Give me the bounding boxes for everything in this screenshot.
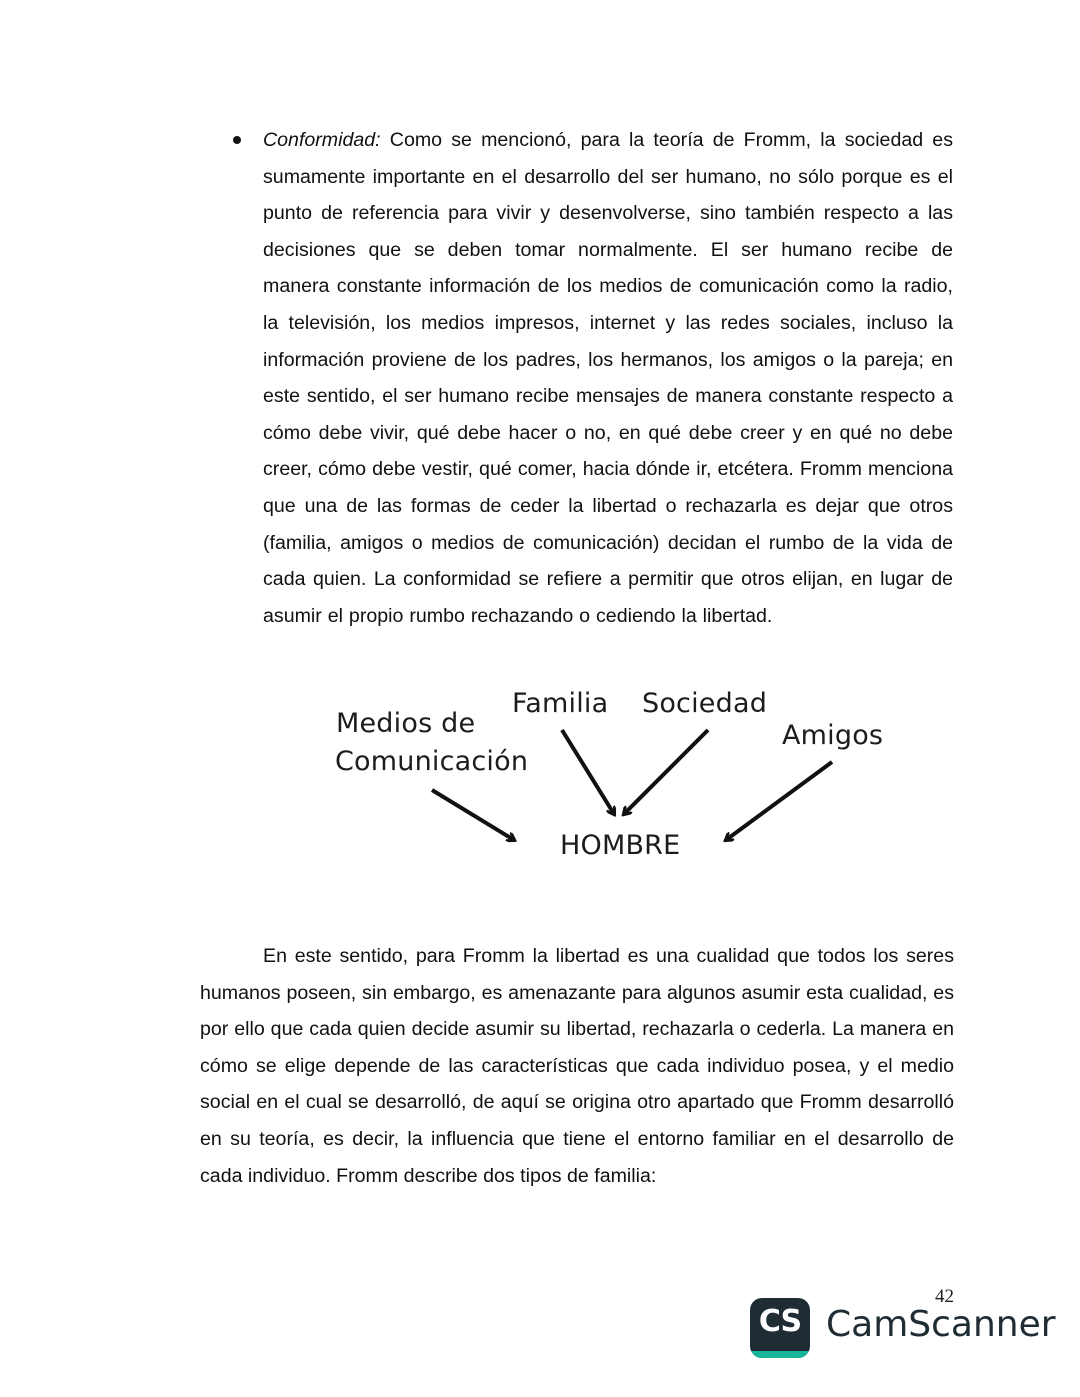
arrow-amigos bbox=[726, 762, 832, 840]
label-sociedad: Sociedad bbox=[642, 688, 768, 719]
body-paragraph: En este sentido, para Fromm la libertad es una cualidad que todos los seres humanos poseen, sin embargo, es amenazante para algunos asumir esta cualidad, es por ello que cada quien decide asumir su libertad, rechazarla o cederla. La manera en cómo se elige depende de las características que cada individuo posea, y el medio social en el cual se desarrolló, de aquí se origina otro apartado que Fromm desarrolló en su teoría, es decir, la influencia que tiene el entorno familiar en el desarrollo de cada individuo. Fromm describe dos tipos de familia: bbox=[200, 945, 954, 1187]
camscanner-logo-icon bbox=[750, 1298, 810, 1358]
bullet-term: Conformidad: bbox=[263, 129, 381, 151]
label-amigos: Amigos bbox=[782, 720, 884, 751]
arrow-medios bbox=[432, 790, 514, 840]
camscanner-brand: CamScanner bbox=[826, 1304, 1056, 1345]
label-hombre: HOMBRE bbox=[560, 830, 681, 861]
label-medios-line2: Comunicación bbox=[335, 746, 529, 777]
camscanner-badge-stripe bbox=[750, 1351, 810, 1358]
arrow-sociedad bbox=[624, 730, 708, 814]
bullet-paragraph bbox=[263, 122, 953, 634]
page-number: 42 bbox=[935, 1286, 954, 1307]
arrow-familia bbox=[562, 730, 614, 814]
camscanner-badge-text: CS bbox=[758, 1304, 802, 1339]
bullet-body: Como se mencionó, para la teoría de Fromm, la sociedad es sumamente importante en el desarrollo del ser humano, no sólo porque es el punto de referencia para vivir y desenvolverse, sino también respecto a las decisiones que se deben tomar normalmente. El ser humano recibe de manera constante información de los medios de comunicación como la radio, la televisión, los medios impresos, internet y las redes sociales, incluso la información proviene de los padres, los hermanos, los amigos o la pareja; en este sentido, el ser humano recibe mensajes de manera constante respecto a cómo debe vivir, qué debe hacer o no, en qué debe creer y en qué no debe creer, cómo debe vestir, qué comer, hacia dónde ir, etcétera. Fromm menciona que una de las formas de ceder la libertad o rechazarla es dejar que otros (familia, amigos o medios de comunicación) decidan el rumbo de la vida de cada quien. La conformidad se refiere a permitir que otros elijan, en lugar de asumir el propio rumbo rechazando o cediendo la libertad. bbox=[263, 129, 953, 627]
influence-diagram bbox=[320, 680, 920, 880]
bullet-dot bbox=[233, 136, 241, 144]
label-medios-line1: Medios de bbox=[336, 708, 476, 739]
label-familia: Familia bbox=[512, 688, 609, 719]
camscanner-watermark bbox=[750, 1298, 1056, 1360]
